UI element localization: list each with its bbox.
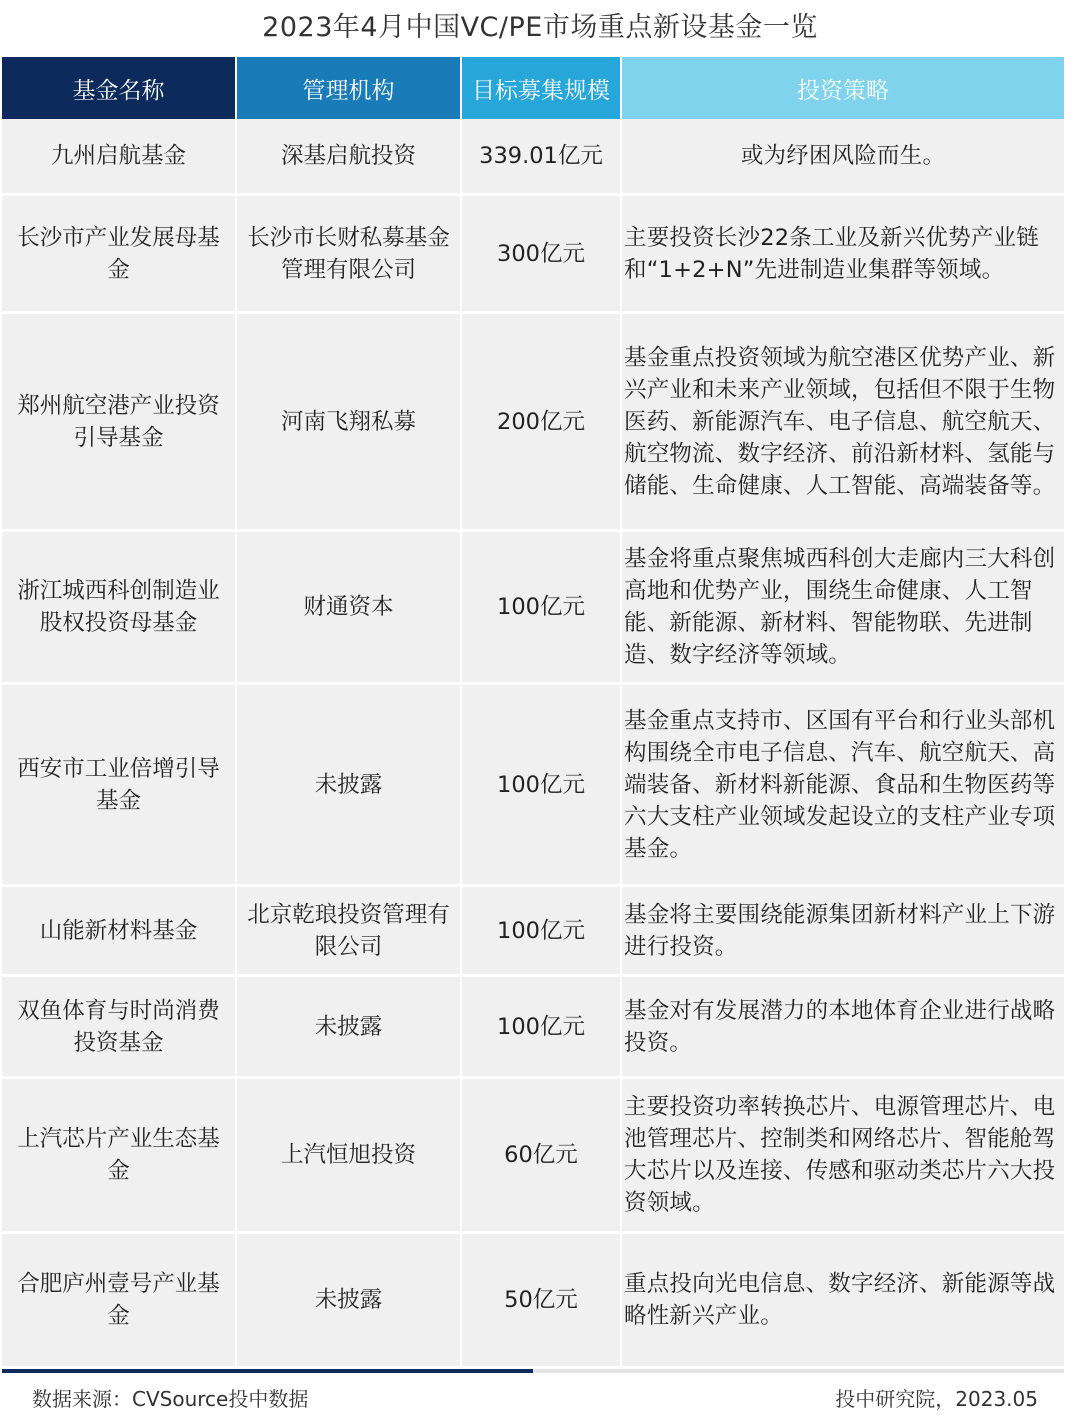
table-row: [2, 977, 1064, 1079]
strategy-cell: 基金将重点聚焦城西科创大走廊内三大科创高地和优势产业，围绕生命健康、人工智能、新能源、新材料、智能物联、先进制造、数字经济等领域。: [622, 532, 1064, 685]
fund-name-cell: 浙江城西科创制造业股权投资母基金: [2, 532, 237, 685]
data-source-note: 数据来源：CVSource投中数据: [32, 1387, 309, 1411]
target-size-cell: 300亿元: [462, 196, 622, 314]
fund-name-cell: 九州启航基金: [2, 119, 237, 196]
manager-cell: 财通资本: [237, 532, 462, 685]
manager-cell: 未披露: [237, 685, 462, 887]
publisher-credit: 投中研究院，2023.05: [835, 1387, 1038, 1411]
strategy-cell: 基金对有发展潜力的本地体育企业进行战略投资。: [622, 977, 1064, 1079]
fund-name-cell: 上汽芯片产业生态基金: [2, 1079, 237, 1234]
table-row: [2, 887, 1064, 977]
strategy-cell: 重点投向光电信息、数字经济、新能源等战略性新兴产业。: [622, 1234, 1064, 1369]
table-row: [2, 1079, 1064, 1234]
page-title: 2023年4月中国VC/PE市场重点新设基金一览: [262, 11, 818, 43]
strategy-cell: 基金将主要围绕能源集团新材料产业上下游进行投资。: [622, 887, 1064, 977]
manager-cell: 未披露: [237, 1234, 462, 1369]
fund-table: [2, 57, 1064, 1369]
manager-cell: 北京乾琅投资管理有限公司: [237, 887, 462, 977]
strategy-cell: 主要投资长沙22条工业及新兴优势产业链和“1+2+N”先进制造业集群等领域。: [622, 196, 1064, 314]
target-size-cell: 100亿元: [462, 685, 622, 887]
table-row: [2, 119, 1064, 196]
manager-cell: 河南飞翔私募: [237, 314, 462, 532]
strategy-cell: 主要投资功率转换芯片、电源管理芯片、电池管理芯片、控制类和网络芯片、智能舱驾大芯片以及连接、传感和驱动类芯片六大投资领域。: [622, 1079, 1064, 1234]
manager-cell: 未披露: [237, 977, 462, 1079]
target-size-cell: 100亿元: [462, 977, 622, 1079]
fund-name-cell: 郑州航空港产业投资引导基金: [2, 314, 237, 532]
table-row: [2, 314, 1064, 532]
column-header-target-size: 目标募集规模: [462, 57, 622, 119]
target-size-cell: 50亿元: [462, 1234, 622, 1369]
table-header-row: [2, 57, 1064, 119]
table-row: [2, 685, 1064, 887]
manager-cell: 上汽恒旭投资: [237, 1079, 462, 1234]
column-header-manager: 管理机构: [237, 57, 462, 119]
target-size-cell: 339.01亿元: [462, 119, 622, 196]
target-size-cell: 200亿元: [462, 314, 622, 532]
fund-name-cell: 西安市工业倍增引导基金: [2, 685, 237, 887]
fund-name-cell: 长沙市产业发展母基金: [2, 196, 237, 314]
strategy-cell: 或为纾困风险而生。: [622, 119, 1064, 196]
target-size-cell: 100亿元: [462, 532, 622, 685]
fund-name-cell: 合肥庐州壹号产业基金: [2, 1234, 237, 1369]
manager-cell: 长沙市长财私募基金管理有限公司: [237, 196, 462, 314]
table-row: [2, 1234, 1064, 1369]
table-row: [2, 532, 1064, 685]
table-row: [2, 196, 1064, 314]
target-size-cell: 100亿元: [462, 887, 622, 977]
target-size-cell: 60亿元: [462, 1079, 622, 1234]
strategy-cell: 基金重点支持市、区国有平台和行业头部机构围绕全市电子信息、汽车、航空航天、高端装备、新材料新能源、食品和生物医药等六大支柱产业领域发起设立的支柱产业专项基金。: [622, 685, 1064, 887]
column-header-strategy: 投资策略: [622, 57, 1064, 119]
column-header-fund-name: 基金名称: [2, 57, 237, 119]
fund-name-cell: 双鱼体育与时尚消费投资基金: [2, 977, 237, 1079]
bottom-divider-accent: [2, 1369, 533, 1373]
strategy-cell: 基金重点投资领域为航空港区优势产业、新兴产业和未来产业领域，包括但不限于生物医药、新能源汽车、电子信息、航空航天、航空物流、数字经济、前沿新材料、氢能与储能、生命健康、人工智能、高端装备等。: [622, 314, 1064, 532]
fund-name-cell: 山能新材料基金: [2, 887, 237, 977]
manager-cell: 深基启航投资: [237, 119, 462, 196]
